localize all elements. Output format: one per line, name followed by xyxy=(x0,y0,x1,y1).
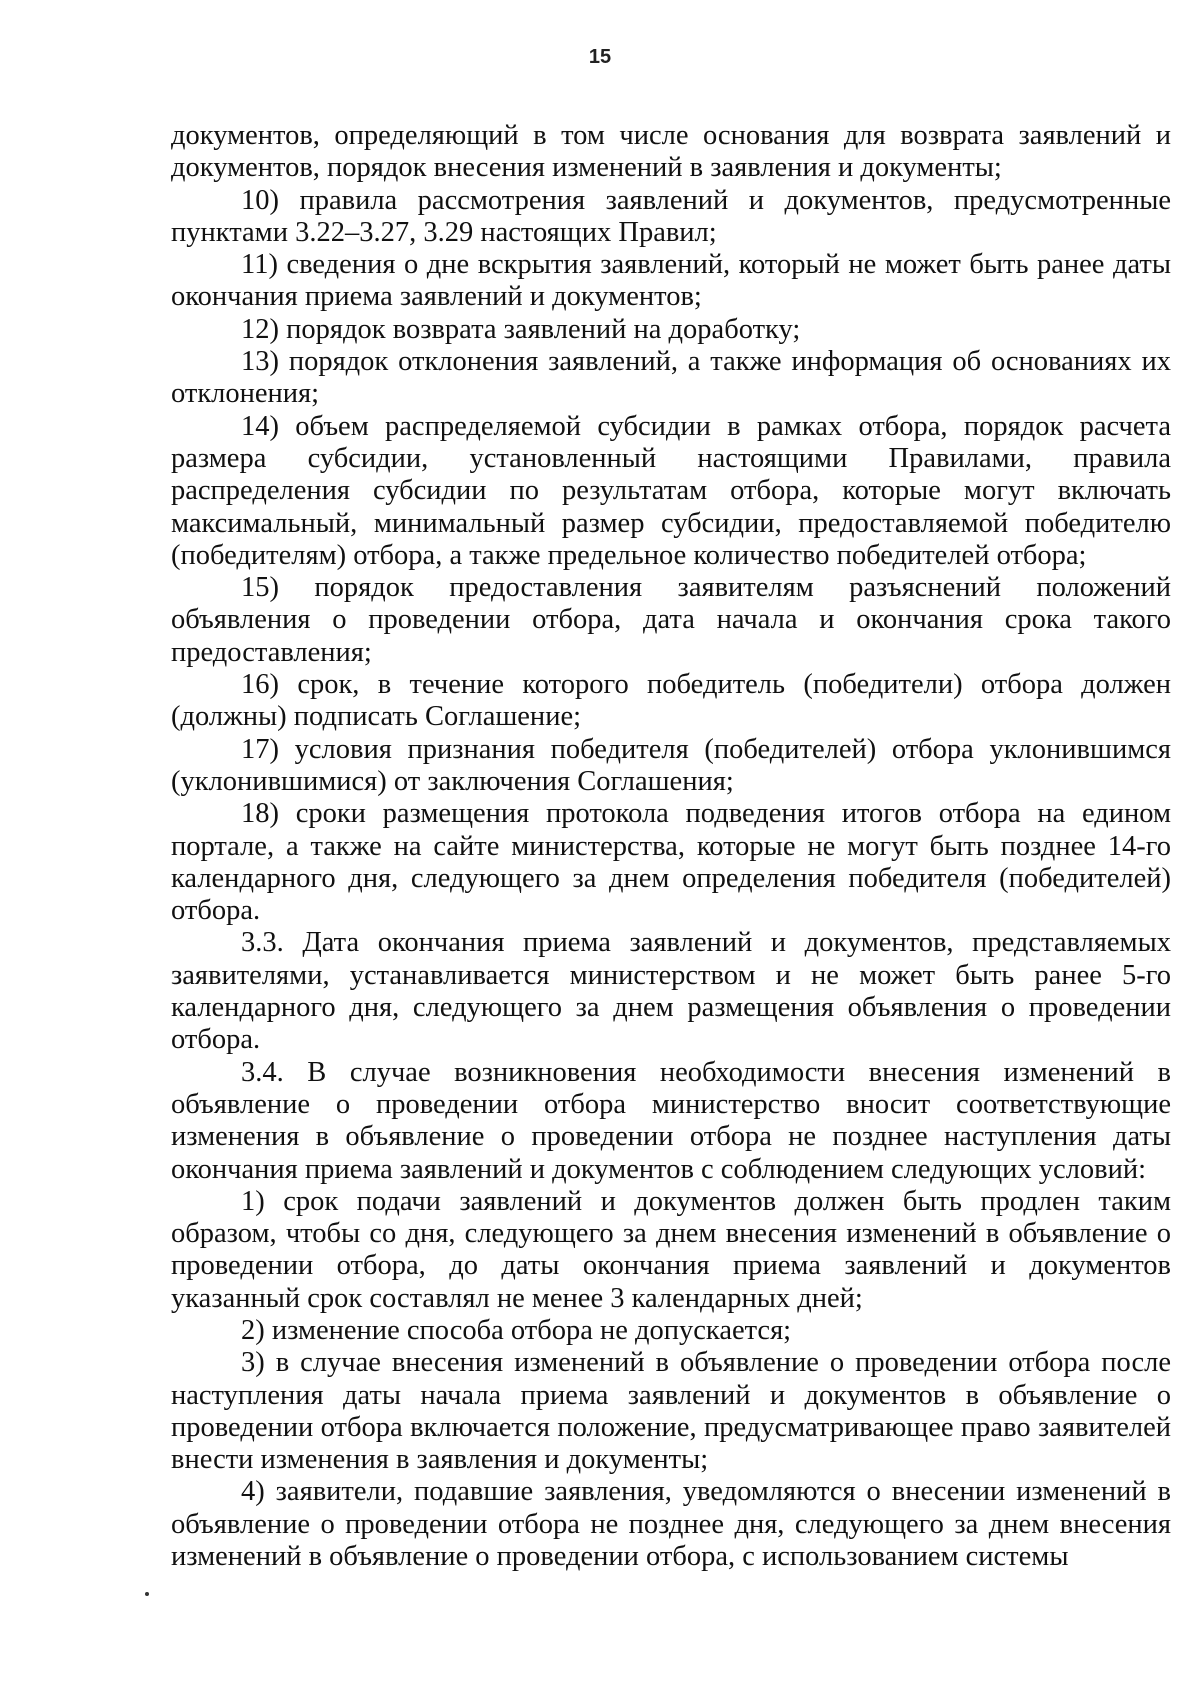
paragraph-continuation: документов, определяющий в том числе основания для возврата заявлений и документов, порядок внесения изменений в заявления и документы; xyxy=(171,120,1171,184)
list-item-12: 12) порядок возврата заявлений на доработку; xyxy=(241,313,801,345)
clause-3-3: 3.3. Дата окончания приема заявлений и документов, представляемых заявителями, устанавливается министерством и не может быть ранее 5-го календарного дня, следующего за днем размещения объявления о проведении отбора. xyxy=(171,927,1171,1056)
page-number: 15 xyxy=(588,46,612,68)
condition-item-2: 2) изменение способа отбора не допускается; xyxy=(241,1314,792,1346)
condition-item-3: 3) в случае внесения изменений в объявление о проведении отбора после наступления даты начала приема заявлений и документов в объявление о проведении отбора включается положение, предусматривающее право заявителей внести изменения в заявления и документы; xyxy=(171,1347,1171,1476)
condition-item-1: 1) срок подачи заявлений и документов должен быть продлен таким образом, чтобы со дня, следующего за днем внесения изменений в объявление о проведении отбора, до даты окончания приема заявлений и документов указанный срок составлял не менее 3 календарных дней; xyxy=(171,1185,1171,1314)
clause-3-4: 3.4. В случае возникновения необходимости внесения изменений в объявление о проведении отбора министерство вносит соответствующие изменения в объявление о проведении отбора не позднее наступления даты окончания приема заявлений и документов с соблюдением следующих условий: xyxy=(171,1056,1171,1185)
list-item-13: 13) порядок отклонения заявлений, а также информация об основаниях их отклонения; xyxy=(171,346,1171,410)
list-item-10: 10) правила рассмотрения заявлений и документов, предусмотренные пунктами 3.22–3.27, 3.29 настоящих Правил; xyxy=(171,184,1171,248)
document-body xyxy=(171,120,1171,1573)
list-item-18: 18) сроки размещения протокола подведения итогов отбора на едином портале, а также на сайте министерства, которые не могут быть позднее 14-го календарного дня, следующего за днем определения победителя (победителей) отбора. xyxy=(171,798,1171,927)
list-item-15: 15) порядок предоставления заявителям разъяснений положений объявления о проведении отбора, дата начала и окончания срока такого предоставления; xyxy=(171,572,1171,668)
list-item-11: 11) сведения о дне вскрытия заявлений, который не может быть ранее даты окончания приема заявлений и документов; xyxy=(171,249,1171,313)
condition-item-4: 4) заявители, подавшие заявления, уведомляются о внесении изменений в объявление о проведении отбора не позднее дня, следующего за днем внесения изменений в объявление о проведении отбора, с использованием системы xyxy=(171,1476,1171,1573)
list-item-16: 16) срок, в течение которого победитель (победители) отбора должен (должны) подписать Соглашение; xyxy=(171,669,1171,733)
list-item-17: 17) условия признания победителя (победителей) отбора уклонившимся (уклонившимися) от заключения Соглашения; xyxy=(171,733,1171,797)
scan-artifact-dot xyxy=(145,1592,149,1596)
list-item-14: 14) объем распределяемой субсидии в рамках отбора, порядок расчета размера субсидии, установленный настоящими Правилами, правила распределения субсидии по результатам отбора, которые могут включать максимальный, минимальный размер субсидии, предоставляемой победителю (победителям) отбора, а также предельное количество победителей отбора; xyxy=(171,410,1171,571)
